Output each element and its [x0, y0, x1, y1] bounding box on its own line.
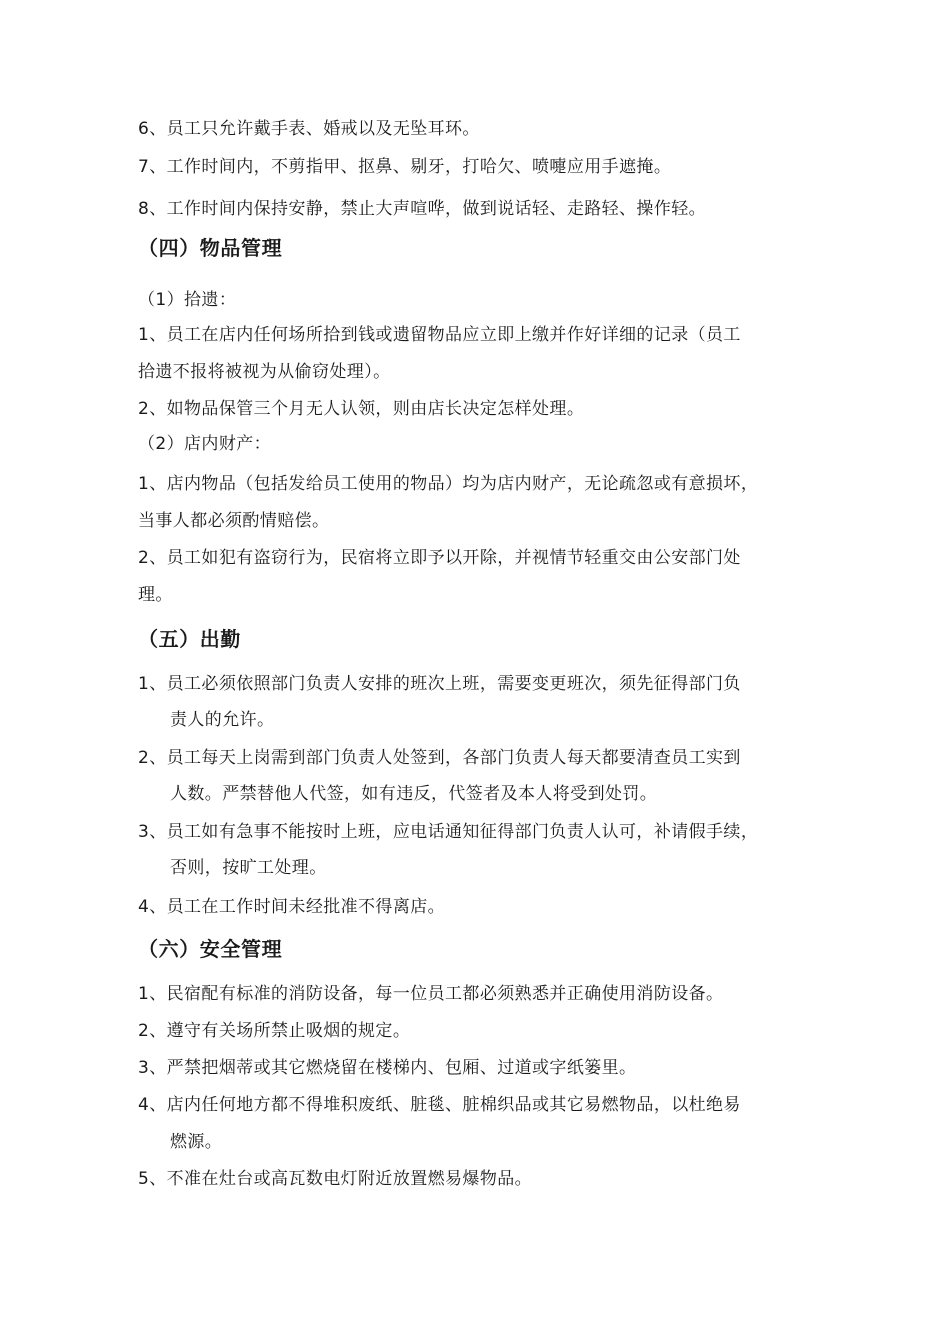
- item-line: 4、店内任何地方都不得堆积废纸、脏毯、脏棉织品或其它易燃物品，以杜绝易: [138, 1095, 741, 1115]
- section-heading-4: （四）物品管理: [138, 236, 283, 260]
- item-line: 拾遗不报将被视为从偷窃处理）。: [138, 362, 391, 382]
- rule-7-line: 7、工作时间内，不剪指甲、抠鼻、剔牙，打哈欠、喷嚏应用手遮掩。: [138, 157, 672, 177]
- item-line: 3、严禁把烟蒂或其它燃烧留在楼梯内、包厢、过道或字纸篓里。: [138, 1058, 637, 1078]
- section-heading-5: （五）出勤: [138, 627, 241, 651]
- item-line: 2、如物品保管三个月无人认领，则由店长决定怎样处理。: [138, 399, 585, 419]
- item-continuation: 燃源。: [170, 1132, 223, 1152]
- item-line: 4、员工在工作时间未经批准不得离店。: [138, 897, 446, 917]
- item-line: 2、员工如犯有盗窃行为，民宿将立即予以开除，并视情节轻重交由公安部门处: [138, 548, 741, 568]
- item-line: 3、员工如有急事不能按时上班，应电话通知征得部门负责人认可，补请假手续，: [138, 822, 759, 842]
- section-heading-6: （六）安全管理: [138, 937, 283, 961]
- item-line: 5、不准在灶台或高瓦数电灯附近放置燃易爆物品。: [138, 1169, 533, 1189]
- rule-6-line: 6、员工只允许戴手表、婚戒以及无坠耳环。: [138, 119, 480, 139]
- subheading-store-property: （2）店内财产：: [138, 434, 272, 454]
- item-line: 2、员工每天上岗需到部门负责人处签到，各部门负责人每天都要清查员工实到: [138, 748, 741, 768]
- item-line: 1、员工必须依照部门负责人安排的班次上班，需要变更班次，须先征得部门负: [138, 674, 741, 694]
- subheading-lost-found: （1）拾遗：: [138, 290, 237, 310]
- item-continuation: 否则，按旷工处理。: [170, 858, 327, 878]
- item-line: 1、民宿配有标准的消防设备，每一位员工都必须熟悉并正确使用消防设备。: [138, 984, 724, 1004]
- rule-8-line: 8、工作时间内保持安静，禁止大声喧哗，做到说话轻、走路轻、操作轻。: [138, 199, 707, 219]
- item-continuation: 责人的允许。: [170, 710, 275, 730]
- item-line: 当事人都必须酌情赔偿。: [138, 511, 330, 531]
- item-line: 2、遵守有关场所禁止吸烟的规定。: [138, 1021, 411, 1041]
- item-line: 理。: [138, 585, 173, 605]
- item-line: 1、店内物品（包括发给员工使用的物品）均为店内财产，无论疏忽或有意损坏，: [138, 474, 759, 494]
- item-line: 1、员工在店内任何场所拾到钱或遗留物品应立即上缴并作好详细的记录（员工: [138, 325, 741, 345]
- item-continuation: 人数。严禁替他人代签，如有违反，代签者及本人将受到处罚。: [170, 784, 658, 804]
